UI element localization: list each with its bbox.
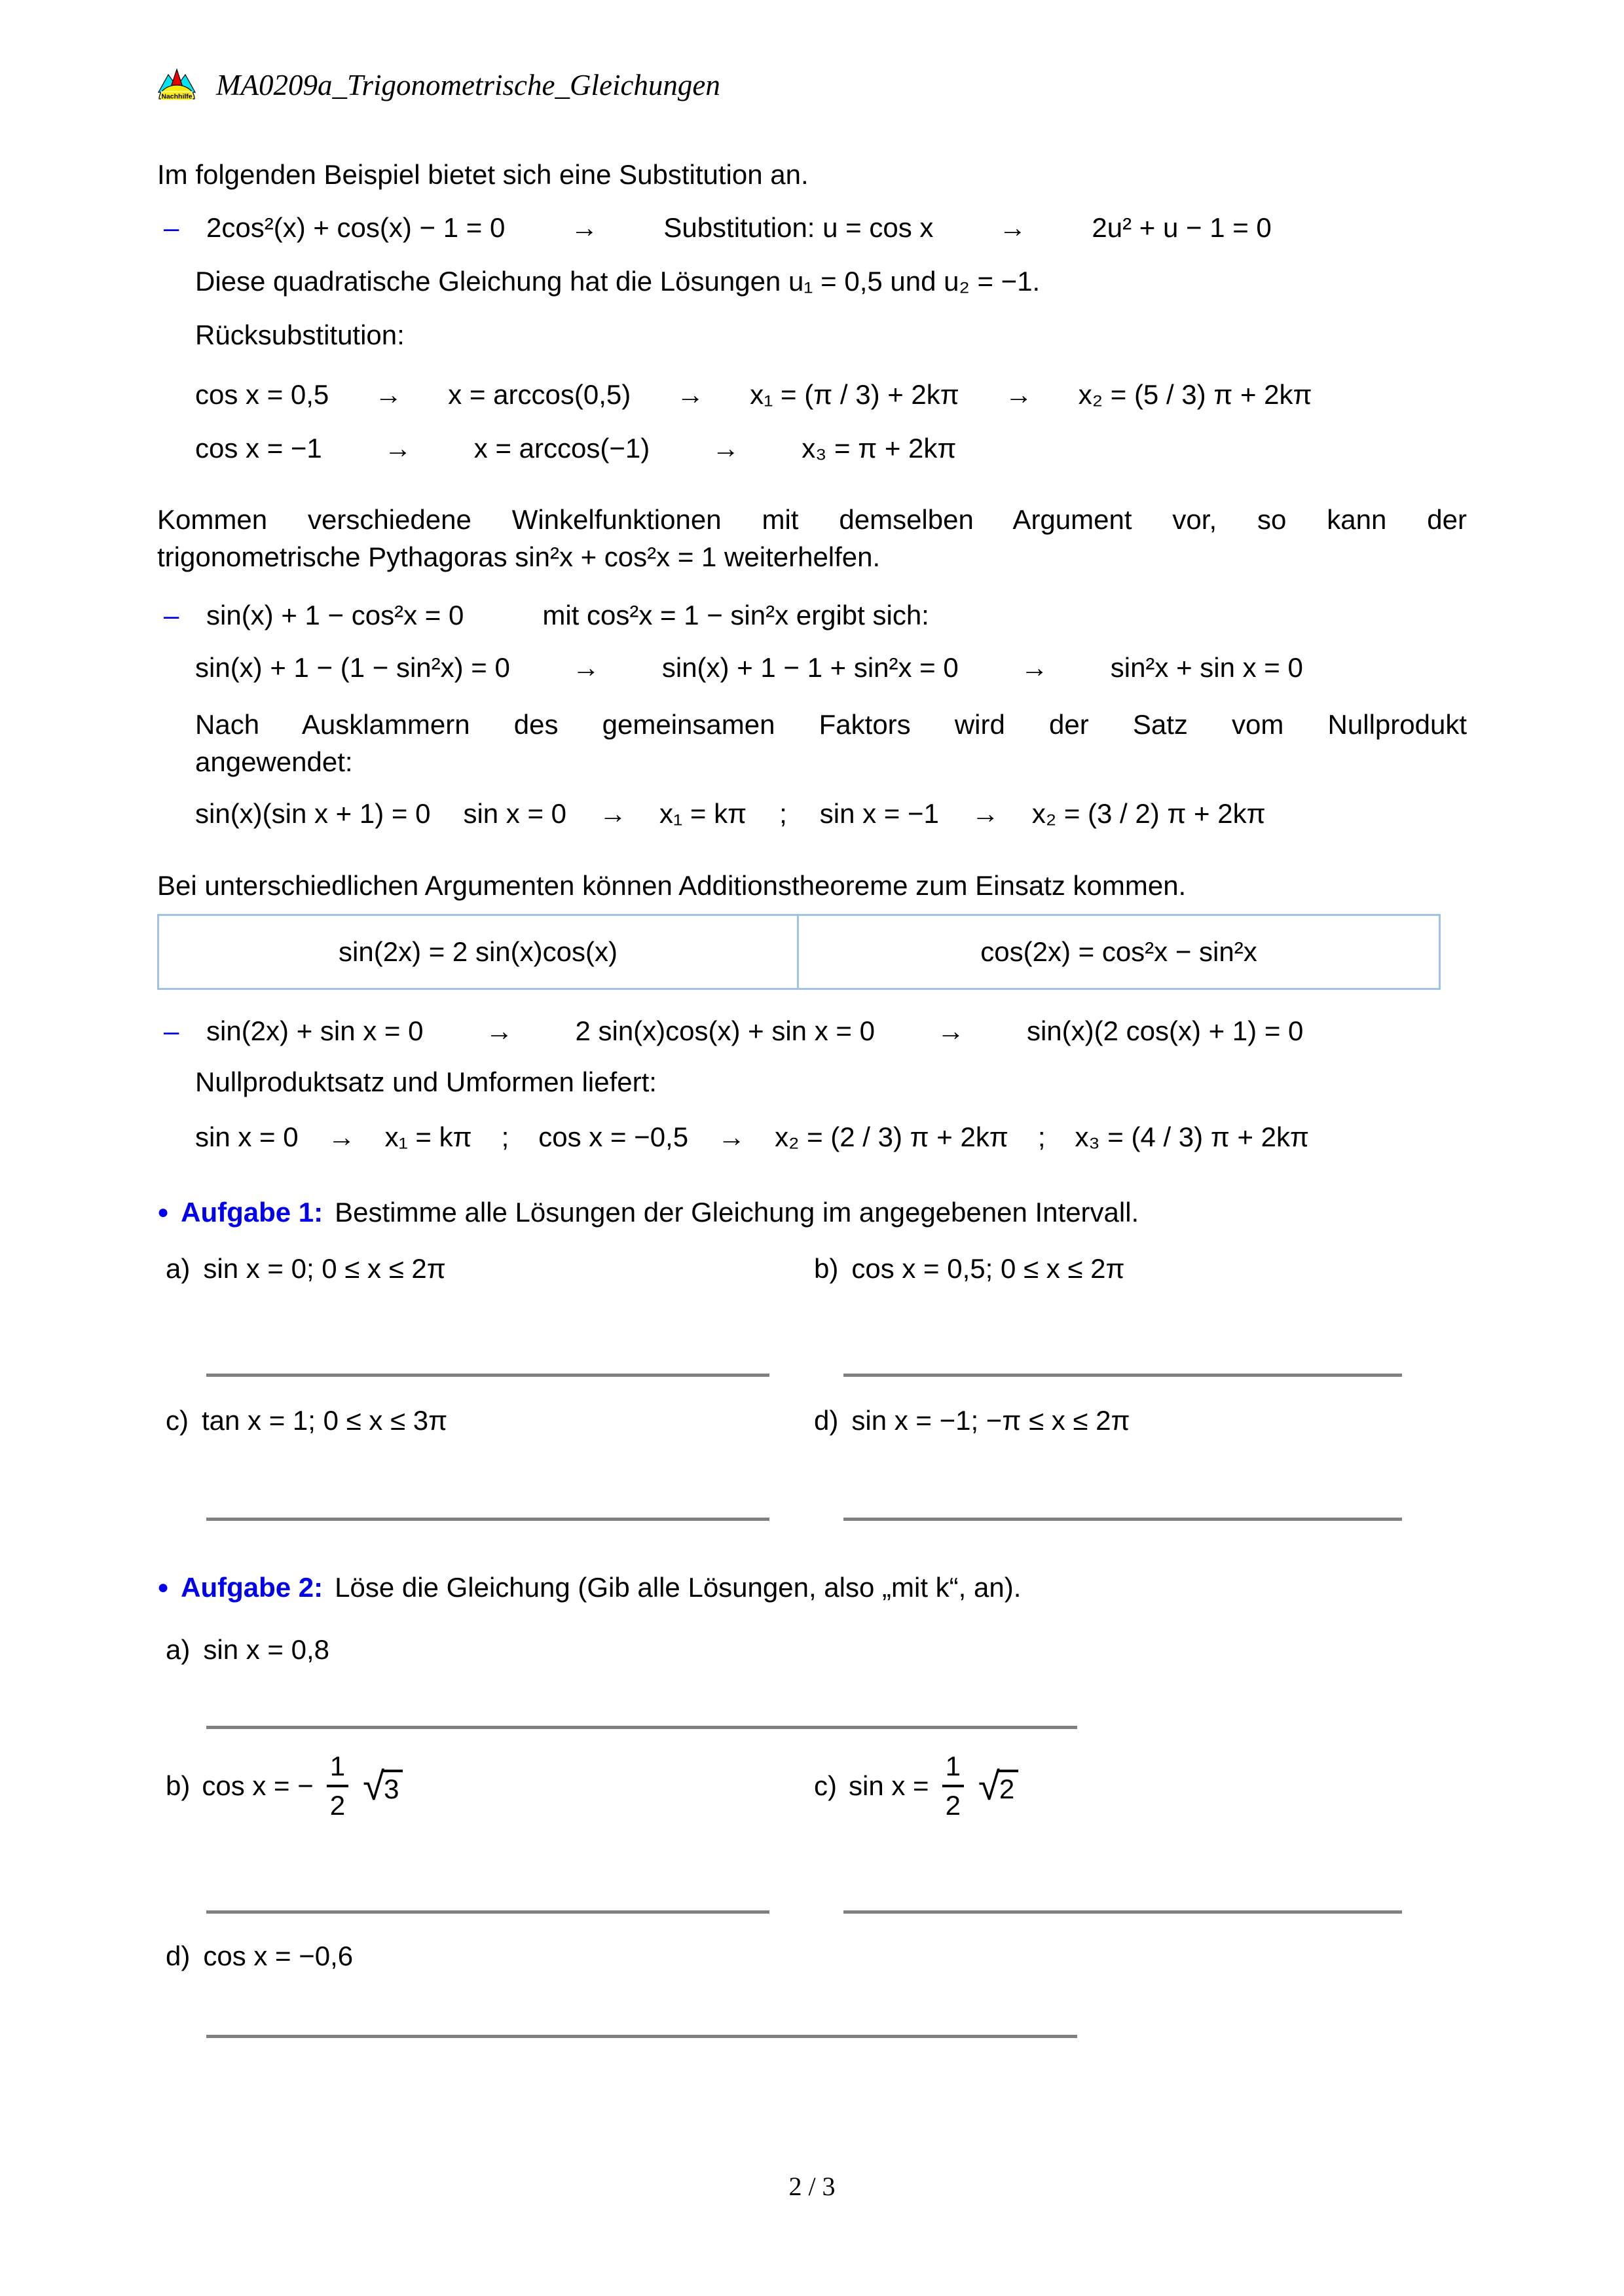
arrow-symbol: → [1020,652,1048,683]
formula: cos x = −1 [195,433,322,464]
answer-line [206,1518,769,1521]
formula: x₁ = kπ [384,1121,472,1152]
aufgabe-2-label: Aufgabe 2: [181,1572,323,1603]
example1-equation-row [157,211,1467,244]
formula: sin x = 0,8 [203,1634,329,1665]
answer-line [843,1518,1402,1521]
separator: ; [779,798,787,829]
arrow-symbol: → [718,1121,746,1152]
exercise-item-a [157,1252,805,1285]
radical-sign: √ [978,1764,1000,1808]
bullet-icon: ● [157,1576,170,1598]
formula: cos x = − [202,1770,314,1801]
formula: x₃ = π + 2kπ [802,433,957,464]
answer-line [206,1910,769,1914]
formula: sin x = −1; −π ≤ x ≤ 2π [851,1405,1130,1436]
formula: x₁ = (π / 3) + 2kπ [750,379,959,410]
square-root [363,1764,403,1808]
document-header [157,0,1467,102]
answer-line [843,1374,1402,1377]
answer-lines-row-1 [157,1374,1467,1377]
radicand: 2 [998,1770,1018,1803]
formula: sin x = [849,1770,929,1801]
pythagoras-derivation-row [195,651,1467,684]
logo-text: Nachhilfe [161,92,193,101]
pythagoras-example [206,599,929,632]
radicand: 3 [382,1770,403,1803]
page-number: 2 / 3 [788,2172,836,2201]
formula: sin(x) + 1 − 1 + sin²x = 0 [661,652,959,683]
formula: tan x = 1; 0 ≤ x ≤ 3π [202,1405,448,1436]
formula: cos x = 0,5 [195,379,329,410]
pythagoras-paragraph [157,501,1467,575]
formula: x₃ = (4 / 3) π + 2kπ [1075,1121,1309,1152]
addition-example [206,1015,1303,1048]
formula: cos x = −0,6 [203,1941,354,1971]
formula: sin x = 0; 0 ≤ x ≤ 2π [203,1253,446,1284]
exercise-item-c [157,1404,805,1437]
aufgabe-1-items-cd [157,1404,1467,1437]
nullprodukt-paragraph [195,706,1467,780]
list-dash-marker: – [164,600,179,630]
separator: ; [1037,1121,1046,1152]
exercise-item-2b [157,1753,805,1819]
answer-lines-row-3 [157,1910,1467,1914]
pythagoras-solution-row [195,797,1467,830]
fraction-numerator: 1 [942,1753,964,1787]
item-label: a) [166,1253,191,1284]
paragraph-line: angewendet: [195,746,353,777]
arrow-symbol: → [1005,379,1033,410]
identity-cos2x: cos(2x) = cos²x − sin²x [980,936,1257,967]
fraction-numerator: 1 [327,1753,348,1787]
nullproduktsatz-label: Nullproduktsatz und Umformen liefert: [195,1066,657,1097]
formula: 2cos²(x) + cos(x) − 1 = 0 [206,212,506,243]
formula: sin x = 0 [195,1121,299,1152]
paragraph-line: Nach Ausklammern des gemeinsamen Faktors wird der Satz vom Nullprodukt [195,709,1467,740]
exercise-item-d [805,1404,1467,1437]
aufgabe-1-label: Aufgabe 1: [181,1197,323,1228]
arrow-symbol: → [485,1015,513,1046]
formula: mit cos²x = 1 − sin²x ergibt sich: [542,600,929,630]
fraction [327,1753,348,1819]
formula: x₂ = (3 / 2) π + 2kπ [1031,798,1266,829]
formula: sin(x)(2 cos(x) + 1) = 0 [1026,1015,1304,1046]
item-label: b) [814,1253,839,1284]
example1-solutions-text: Diese quadratische Gleichung hat die Lösungen u₁ = 0,5 und u₂ = −1. [195,266,1041,297]
formula: sin(x) + 1 − cos²x = 0 [206,600,464,630]
arrow-symbol: → [936,1015,965,1046]
formula: cos x = −0,5 [538,1121,689,1152]
exercise-item-2c [805,1753,1467,1819]
example1-equation [206,211,1272,244]
item-label: c) [166,1405,189,1436]
arrow-symbol: → [327,1121,356,1152]
formula: x = arccos(0,5) [448,379,631,410]
nachhilfe-logo-icon [157,67,196,102]
square-root [978,1764,1018,1808]
bullet-icon: ● [157,1201,170,1223]
formula: sin x = −1 [819,798,939,829]
aufgabe-1-text: Bestimme alle Lösungen der Gleichung im angegebenen Intervall. [335,1197,1139,1228]
exercise-item-2d [157,1940,1467,1973]
formula: x₂ = (5 / 3) π + 2kπ [1078,379,1312,410]
item-label: b) [166,1770,191,1801]
formula: 2 sin(x)cos(x) + sin x = 0 [575,1015,875,1046]
fraction-denominator: 2 [329,1790,346,1821]
identity-sin2x: sin(2x) = 2 sin(x)cos(x) [159,916,799,988]
aufgabe-2-heading [157,1571,1467,1604]
exercise-item-2a [157,1633,1467,1666]
resubstitution-label: Rücksubstitution: [195,319,405,350]
addition-paragraph: Bei unterschiedlichen Argumenten können Additionstheoreme zum Einsatz kommen. [157,870,1187,901]
fraction [942,1753,964,1819]
resubstitution-row-2 [195,432,1467,465]
formula: x₁ = kπ [659,798,747,829]
aufgabe-2-text: Löse die Gleichung (Gib alle Lösungen, also „mit k“, an). [335,1572,1022,1603]
answer-line [206,2035,1077,2038]
aufgabe-1-items-ab [157,1252,1467,1285]
formula: x₂ = (2 / 3) π + 2kπ [775,1121,1008,1152]
separator: ; [501,1121,509,1152]
item-label: d) [166,1941,191,1971]
radical-sign: √ [363,1764,385,1808]
resubstitution-row-1 [195,378,1467,411]
arrow-symbol: → [712,433,740,464]
formula: sin x = 0 [463,798,567,829]
exercise-item-b [805,1252,1467,1285]
arrow-symbol: → [572,652,600,683]
aufgabe-1-heading [157,1196,1467,1229]
answer-line [206,1726,1077,1729]
formula: 2u² + u − 1 = 0 [1092,212,1272,243]
paragraph-line: trigonometrische Pythagoras sin²x + cos²x = 1 weiterhelfen. [157,541,881,572]
arrow-symbol: → [384,433,412,464]
formula: sin(x) + 1 − (1 − sin²x) = 0 [195,652,510,683]
addition-solution-row [195,1121,1467,1154]
answer-line [843,1910,1402,1914]
document-title: MA0209a_Trigonometrische_Gleichungen [216,68,720,101]
formula: cos x = 0,5; 0 ≤ x ≤ 2π [851,1253,1125,1284]
answer-lines-row-2 [157,1518,1467,1521]
fraction-denominator: 2 [945,1790,961,1821]
arrow-symbol: → [999,212,1027,243]
item-label: a) [166,1634,191,1665]
formula: x = arccos(−1) [473,433,650,464]
aufgabe-2-items-bc [157,1753,1467,1819]
formula: Substitution: u = cos x [663,212,934,243]
pythagoras-example-row [157,599,1467,632]
arrow-symbol: → [676,379,705,410]
paragraph-line: Kommen verschiedene Winkelfunktionen mit demselben Argument vor, so kann der [157,504,1467,535]
formula: sin(x)(sin x + 1) = 0 [195,798,431,829]
identities-table [157,914,1441,990]
answer-line [206,1374,769,1377]
arrow-symbol: → [375,379,403,410]
item-label: c) [814,1770,837,1801]
addition-example-row [157,1015,1467,1048]
formula: sin(2x) + sin x = 0 [206,1015,424,1046]
arrow-symbol: → [599,798,627,829]
list-dash-marker: – [164,1015,179,1046]
intro-text: Im folgenden Beispiel bietet sich eine Substitution an. [157,159,809,190]
arrow-symbol: → [570,212,599,243]
formula: sin²x + sin x = 0 [1110,652,1303,683]
list-dash-marker: – [164,212,179,243]
item-label: d) [814,1405,839,1436]
arrow-symbol: → [971,798,999,829]
